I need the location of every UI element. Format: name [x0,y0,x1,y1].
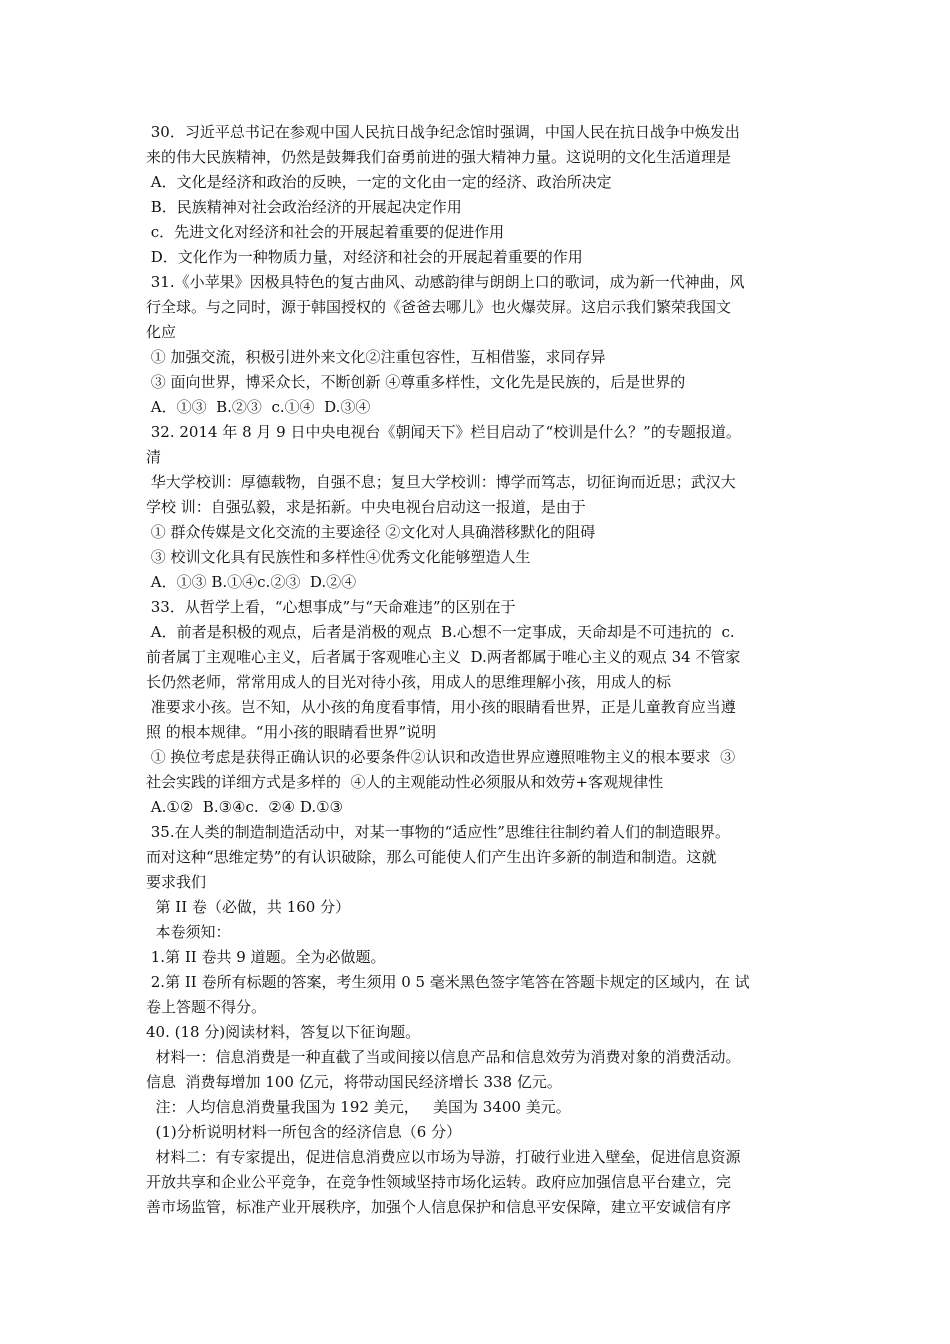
text-line: ① 加强交流，积极引进外来文化②注重包容性，互相借鉴，求同存异 [146,348,606,366]
text-line: 第 II 卷（必做，共 160 分） [146,898,351,916]
text-line: 32. 2014 年 8 月 9 日中央电视台《朝闻天下》栏目启动了“校训是什么？”的专题报道。 [146,423,741,441]
text-line: A.①② B.③④c. ②④ D.①③ [146,798,344,816]
text-line: 1.第 II 卷共 9 道题。全为必做题。 [146,948,386,966]
text-line: ① 群众传媒是文化交流的主要途径 ②文化对人具确潜移默化的阻碍 [146,523,596,541]
text-line: ③ 面向世界，博采众长，不断创新 ④尊重多样性，文化先是民族的，后是世界的 [146,373,686,391]
text-line: A．①③ B.②③ c.①④ D.③④ [146,398,371,416]
text-line: 准要求小孩。岂不知，从小孩的角度看事情，用小孩的眼睛看世界，正是儿童教育应当遵 [146,698,736,716]
text-line: 开放共享和企业公平竞争，在竞争性领域坚持市场化运转。政府应加强信息平台建立，完 [146,1173,732,1191]
text-line: c．先进文化对经济和社会的开展起着重要的促进作用 [146,223,505,241]
text-line: D．文化作为一种物质力量，对经济和社会的开展起着重要的作用 [146,248,583,266]
text-line: A．①③ B.①④c.②③ D.②④ [146,573,357,591]
text-line: 长仍然老师，常常用成人的目光对待小孩，用成人的思维理解小孩，用成人的标 [146,673,672,691]
text-line: 善市场监管，标准产业开展秩序，加强个人信息保护和信息平安保障，建立平安诚信有序 [146,1198,732,1216]
text-line: 注：人均信息消费量我国为 192 美元， 美国为 3400 美元。 [146,1098,571,1116]
text-line: 31.《小苹果》因极具特色的复古曲风、动感韵律与朗朗上口的歌词，成为新一代神曲，风 [146,273,745,291]
text-line: ① 换位考虑是获得正确认识的必要条件②认识和改造世界应遵照唯物主义的根本要求 ③ [146,748,736,766]
text-line: 来的伟大民族精神，仍然是鼓舞我们奋勇前进的强大精神力量。这说明的文化生活道理是 [146,148,732,166]
text-line: ③ 校训文化具有民族性和多样性④优秀文化能够塑造人生 [146,548,531,566]
text-line: (1)分析说明材料一所包含的经济信息（6 分） [146,1123,462,1141]
text-line: 30．习近平总书记在参观中国人民抗日战争纪念馆时强调，中国人民在抗日战争中焕发出 [146,123,740,141]
text-line: 而对这种“思维定势”的有认识破除，那么可能使人们产生出许多新的制造和制造。这就 [146,848,717,866]
text-line: 材料一：信息消费是一种直截了当或间接以信息产品和信息效劳为消费对象的消费活动。 [146,1048,741,1066]
text-line: 社会实践的详细方式是多样的 ④人的主观能动性必须服从和效劳+客观规律性 [146,773,664,791]
text-line: 华大学校训：厚德载物，自强不息；复旦大学校训：博学而笃志，切征询而近思；武汉大 [146,473,736,491]
text-line: A．文化是经济和政治的反映，一定的文化由一定的经济、政治所决定 [146,173,612,191]
text-line: 要求我们 [146,873,207,891]
text-line: 35.在人类的制造制造活动中，对某一事物的“适应性”思维往往制约着人们的制造眼界。 [146,823,730,841]
text-line: A．前者是积极的观点，后者是消极的观点 B.心想不一定事成，天命却是不可违抗的 c. [146,623,735,641]
text-line: B．民族精神对社会政治经济的开展起决定作用 [146,198,462,216]
text-line: 本卷须知： [146,923,231,941]
text-line: 化应 [146,323,177,341]
text-line: 学校 训：自强弘毅，求是拓新。中央电视台启动这一报道，是由于 [146,498,586,516]
text-line: 前者属丁主观唯心主义，后者属于客观唯心主义 D.两者都属于唯心主义的观点 34 不管家 [146,648,741,666]
text-line: 照 的根本规律。“用小孩的眼睛看世界”说明 [146,723,437,741]
text-line: 33．从哲学上看，“心想事成”与“天命难违”的区别在于 [146,598,516,616]
text-line: 40. (18 分)阅读材料，答复以下征询题。 [146,1023,421,1041]
text-line: 材料二：有专家提出，促进信息消费应以市场为导游，打破行业进入壁垒，促进信息资源 [146,1148,741,1166]
text-line: 卷上答题不得分。 [146,998,267,1016]
text-line: 信息 消费每增加 100 亿元，将带动国民经济增长 338 亿元。 [146,1073,562,1091]
text-line: 清 [146,448,162,466]
document-page [146,120,810,1220]
text-line: 2.第 II 卷所有标题的答案，考生须用 0 5 毫米黑色签字笔答在答题卡规定的区域内，在 试 [146,973,750,991]
text-line: 行全球。与之同时，源于韩国授权的《爸爸去哪儿》也火爆荧屏。这启示我们繁荣我国文 [146,298,732,316]
